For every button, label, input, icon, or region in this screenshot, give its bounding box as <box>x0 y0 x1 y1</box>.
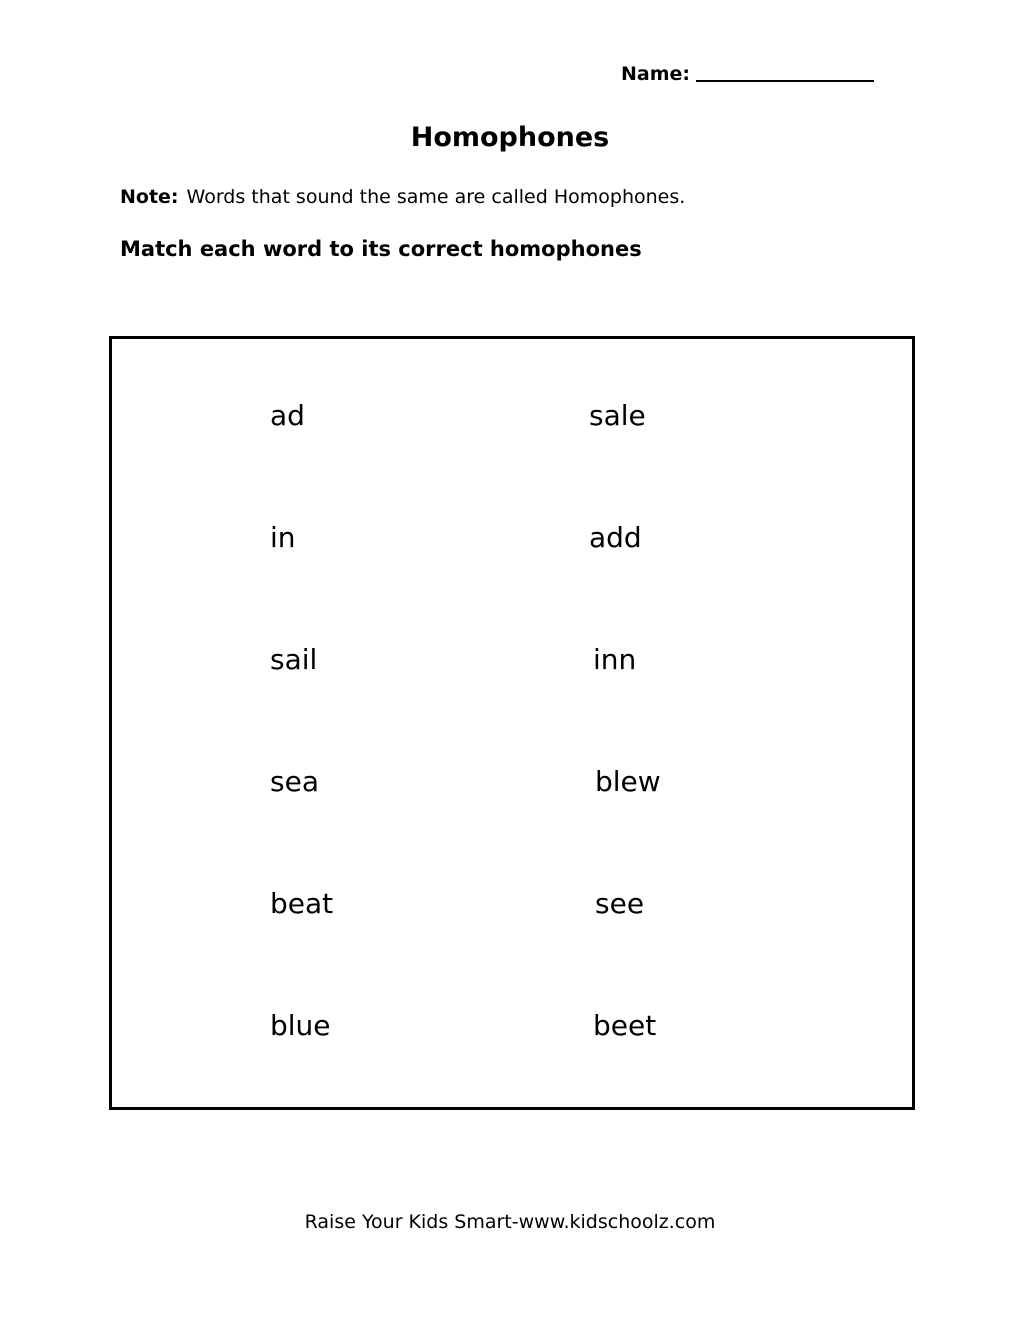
left-word: sail <box>270 643 318 676</box>
right-word: see <box>595 887 645 920</box>
left-word: ad <box>270 399 305 432</box>
left-word: sea <box>270 765 319 798</box>
left-word: beat <box>270 887 334 920</box>
word-match-box <box>109 336 915 1110</box>
footer-credit: Raise Your Kids Smart-www.kidschoolz.com <box>304 1211 716 1233</box>
left-word: in <box>270 521 296 554</box>
name-field <box>621 62 874 85</box>
note-label: Note: <box>120 186 179 208</box>
right-word: sale <box>589 399 646 432</box>
instruction: Match each word to its correct homophones <box>120 237 642 261</box>
right-word: beet <box>593 1009 657 1042</box>
right-word: blew <box>595 765 661 798</box>
note-text: Words that sound the same are called Homophones. <box>186 186 686 208</box>
name-label: Name: <box>621 63 691 85</box>
name-blank-line[interactable] <box>696 62 874 82</box>
page-title: Homophones <box>410 122 610 153</box>
note <box>120 186 685 208</box>
left-word: blue <box>270 1009 331 1042</box>
right-word: inn <box>593 643 637 676</box>
right-word: add <box>589 521 642 554</box>
